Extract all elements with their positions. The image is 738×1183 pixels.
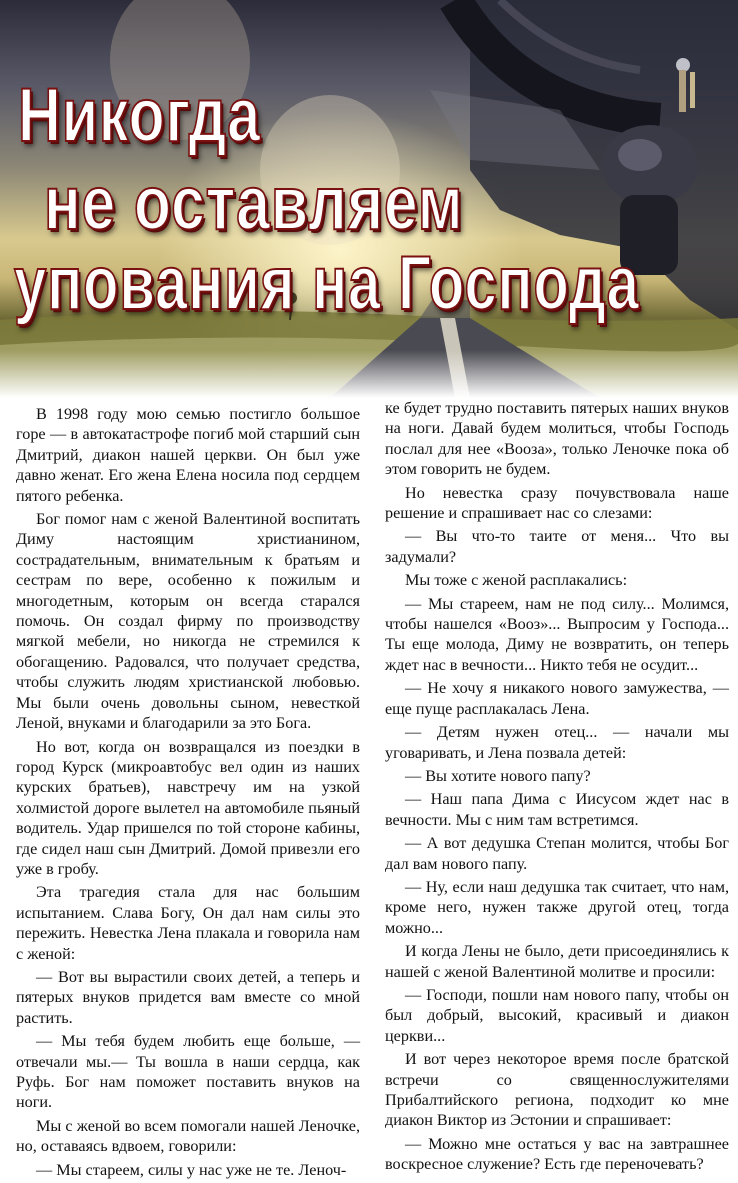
paragraph: Мы тоже с женой расплакались: [405,571,628,590]
paragraph: Эта трагедия стала для нас большим испытанием. Слава Богу, Он дал нам силы это пережить. Невестка Лена плакала и говорила нам с женой: [16,883,360,963]
paragraph: — Не хочу я никакого нового замужества, — еще пуще расплакалась Лена. [385,679,729,718]
paragraph: — Можно мне остаться у вас на завтрашнее воскресное служение? Есть где переночевать? [385,1134,729,1174]
title-line-2: не оставляем [44,161,464,246]
paragraph: Мы с женой во всем помогали нашей Леночке, но, оставаясь вдвоем, говорили: [16,1116,360,1156]
paragraph: И когда Лены не было, дети присоединялись к нашей с женой Валентиной молитве и просили: [385,942,729,981]
header-illustration [0,0,738,398]
paragraph: — Господи, пошли нам нового папу, чтобы он был добрый, высокий, красивый и диакон церкви... [385,985,729,1045]
paragraph: — Вот вы вырастили своих детей, а теперь и пятерых внуков придется вам вместе со мной растить. [16,967,360,1027]
paragraph: Но вот, когда он возвращался из поездки в город Курск (микроавтобус вел один из наших курских братьев), навстречу им на узкой холмистой дороге вылетел на автомобиле пьяный водитель. Удар пришелся по той стороне кабины, где сидел наш сын Дмитрий. Домой привезли его уже в гробу. [16,737,360,878]
paragraph: Бог помог нам с женой Валентиной воспитать Диму настоящим христианином, сострадательным, внимательным к братьям и сестрам по вере, особенно к пожилым и многодетным, которым он всегда старался помочь. Он создал фирму по производству мягкой мебели, но никогда не стремился к обогащению. Радовался, что получает средства, чтобы служить людям христианской любовью. Мы были очень довольны сыном, невесткой Леной, внуками и благодарили за это Бога. [16,510,360,733]
title-line-1: Никогда [18,73,261,158]
title-line-3: упования на Господа [14,241,640,326]
article-column-left [16,404,360,1183]
paragraph: — Вы хотите нового папу? [405,766,591,785]
paragraph: — А вот дедушка Степан молится, чтобы Бог дал вам нового папу. [385,834,729,873]
paragraph: В 1998 году мою семью постигло большое горе — в автокатастрофе погиб мой старший сын Дмитрий, диакон нашей церкви. Он был уже давно женат. Его жена Елена носила под сердцем пятого ребенка. [16,405,360,505]
paragraph: — Мы стареем, силы у нас уже не те. Леноч- [36,1160,347,1179]
paragraph: И вот через некоторое время после братской встречи со священнослужителями Прибалтийского региона, подходит ко мне диакон Виктор из Эстонии и спрашивает: [385,1050,729,1130]
article-column-right [385,398,729,1178]
paragraph-continuation: ке будет трудно поставить пятерых наших внуков на ноги. Давай будем молиться, чтобы Господь послал для нее «Вооза», только Леночке пока об этом говорить не будем. [385,399,729,479]
paragraph: — Мы стареем, нам не под силу... Молимся, чтобы нашелся «Вооз»... Выпросим у Господа... Ты еще молода, Диму не возвратить, он теперь ждет нас в вечности... Никто тебя не осудит... [385,594,729,674]
paragraph: — Ну, если наш дедушка так считает, что нам, кроме него, нужен также другой отец, тогда можно... [385,877,729,937]
paragraph: — Детям нужен отец... — начали мы уговаривать, и Лена позвала детей: [385,723,729,762]
paragraph: — Вы что-то таите от меня... Что вы задумали? [385,527,729,566]
paragraph: — Мы тебя будем любить еще больше, — отвечали мы.— Ты вошла в наши сердца, как Руфь. Бог нам поможет поставить внуков на ноги. [16,1032,360,1112]
paragraph: — Наш папа Дима с Иисусом ждет нас в вечности. Мы с ним там встретимся. [385,790,729,829]
paragraph: Но невестка сразу почувствовала наше решение и спрашивает нас со слезами: [385,483,729,523]
